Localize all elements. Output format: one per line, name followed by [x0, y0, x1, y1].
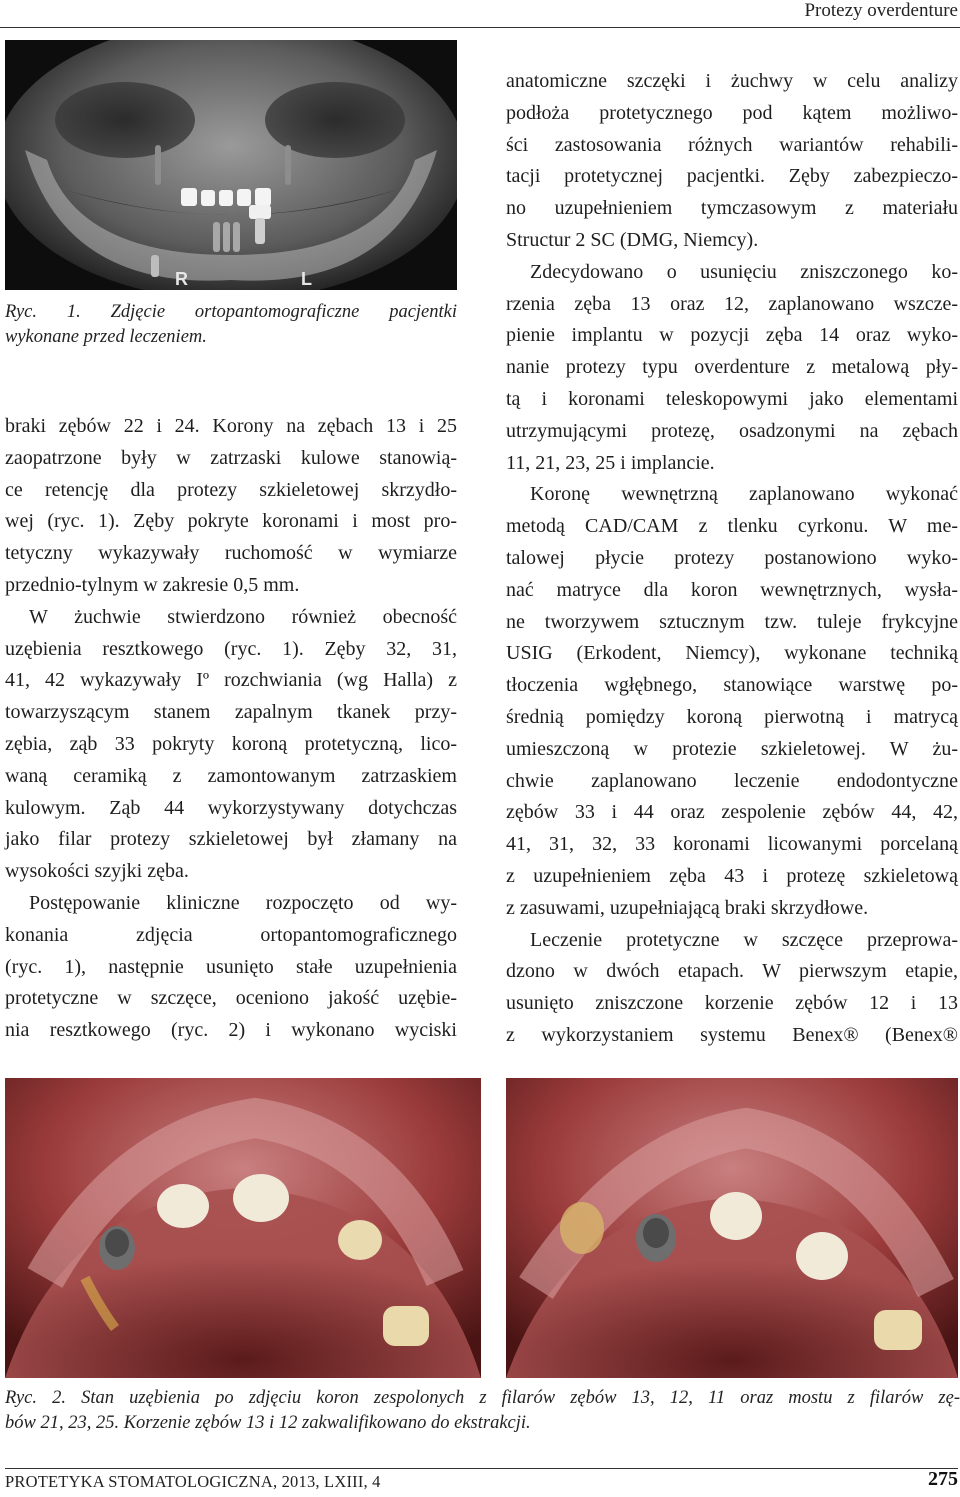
- text-line: USIG (Erkodent, Niemcy), wykonane techniką: [506, 642, 958, 665]
- paragraph: [506, 479, 958, 924]
- paragraph: [506, 66, 958, 257]
- text-line: uzębienia resztkowego (ryc. 1). Zęby 32, 31,: [5, 637, 457, 660]
- figure-1-caption: [5, 300, 457, 350]
- text-line: nać matryce dla koron wewnętrznych, wysła-: [506, 578, 958, 601]
- text-line: (ryc. 1), następnie usunięto stałe uzupełnienia: [5, 955, 457, 978]
- text-line: z zasuwami, uzupełniającą braki skrzydłowe.: [506, 896, 869, 919]
- paragraph: [5, 888, 457, 1047]
- figure-2-photo-right: [506, 1078, 958, 1378]
- text-line: W żuchwie stwierdzono również obecność: [29, 605, 457, 628]
- text-line: ce retencję dla protezy szkieletowej skrzydło-: [5, 478, 457, 501]
- page-number: 275: [928, 1468, 958, 1490]
- text-line: tą i koronami teleskopowymi jako elementami: [506, 387, 958, 410]
- text-line: ści zastosowania różnych wariantów rehabili-: [506, 133, 958, 156]
- left-column: [5, 411, 457, 1047]
- right-column: [506, 66, 958, 1052]
- text-line: z wykorzystaniem systemu Benex® (Benex®: [506, 1023, 958, 1046]
- figure-1-caption-line: Ryc. 1. Zdjęcie ortopantomograficzne pacjentki: [5, 302, 457, 322]
- text-line: średnią pomiędzy koroną pierwotną i matrycą: [506, 705, 958, 728]
- figure-1-xray-image: [5, 40, 457, 290]
- text-line: jako filar protezy szkieletowej był złamany na: [5, 828, 457, 851]
- text-line: tłoczenia wgłębnego, stanowiące warstwę po-: [506, 674, 958, 697]
- xray-marker-left: L: [301, 269, 312, 289]
- paragraph: [506, 257, 958, 480]
- text-line: towarzyszącym stanem zapalnym tkanek przy-: [5, 701, 457, 724]
- xray-marker-right: R: [175, 269, 188, 289]
- figure-1-caption-line: wykonane przed leczeniem.: [5, 327, 207, 347]
- header-rule: [0, 27, 960, 28]
- text-line: zębów 33 i 44 oraz zespolenie zębów 44, 42,: [506, 801, 958, 824]
- text-line: przednio-tylnym w zakresie 0,5 mm.: [5, 573, 300, 596]
- text-line: Postępowanie kliniczne rozpoczęto od wy-: [29, 891, 457, 914]
- text-line: ne tworzywem sztucznym tzw. tuleje frykcyjne: [506, 610, 958, 633]
- text-line: utrzymującymi protezę, osadzonymi na zębach: [506, 419, 958, 442]
- paragraph: [5, 602, 457, 888]
- text-line: podłoża protetycznego pod kątem możliwo-: [506, 101, 958, 124]
- text-line: rzenia zęba 13 oraz 12, zaplanowano wszcze-: [506, 292, 958, 315]
- running-title: Protezy overdenture: [804, 0, 958, 21]
- figure-2-photo-left: [5, 1078, 481, 1378]
- text-line: pienie implantu w pozycji zęba 14 oraz wyko-: [506, 324, 958, 347]
- text-line: metodą CAD/CAM z tlenku cyrkonu. W me-: [506, 515, 958, 538]
- figure-2-caption-line: bów 21, 23, 25. Korzenie zębów 13 i 12 zakwalifikowano do ekstrakcji.: [5, 1413, 531, 1433]
- text-line: Koronę wewnętrzną zaplanowano wykonać: [530, 483, 958, 506]
- running-header: [0, 0, 960, 26]
- text-line: anatomiczne szczęki i żuchwy w celu analizy: [506, 70, 958, 92]
- paragraph: [5, 411, 457, 602]
- text-line: tetyczny wykazywały ruchomość w wymiarze: [5, 542, 457, 565]
- text-line: umieszczoną w protezie szkieletowej. W żu-: [506, 737, 958, 760]
- text-line: kulowym. Ząb 44 wykorzystywany dotychczas: [5, 796, 457, 819]
- text-line: 41, 31, 32, 33 koronami licowanymi porcelaną: [506, 833, 958, 856]
- text-line: wej (ryc. 1). Zęby pokryte koronami i most pro-: [5, 510, 457, 533]
- text-line: protetyczne w szczęce, oceniono jakość uzębie-: [5, 987, 457, 1010]
- text-line: 11, 21, 23, 25 i implancie.: [506, 451, 715, 474]
- text-line: Leczenie protetyczne w szczęce przeprowa-: [530, 928, 958, 951]
- text-line: no uzupełnieniem tymczasowym z materiału: [506, 197, 958, 220]
- text-line: talowej płycie protezy postanowiono wyko-: [506, 546, 958, 569]
- text-line: tacji protetycznej pacjentki. Zęby zabezpieczo-: [506, 165, 958, 188]
- text-line: nia resztkowego (ryc. 2) i wykonano wyciski: [5, 1019, 457, 1042]
- text-line: waną ceramiką z zamontowanym zatrzaskiem: [5, 764, 457, 787]
- text-line: dzono w dwóch etapach. W pierwszym etapie,: [506, 960, 958, 983]
- text-line: konania zdjęcia ortopantomograficznego: [5, 923, 457, 946]
- text-line: Structur 2 SC (DMG, Niemcy).: [506, 228, 759, 251]
- text-line: Zdecydowano o usunięciu zniszczonego ko-: [530, 260, 958, 283]
- text-line: zaopatrzone były w zatrzaski kulowe stanowią-: [5, 446, 457, 469]
- text-line: usunięto zniszczone korzenie zębów 12 i 13: [506, 992, 958, 1015]
- page-footer: [5, 1468, 958, 1497]
- text-line: z uzupełnieniem zęba 43 i protezę szkieletową: [506, 864, 958, 887]
- footer-rule: [5, 1468, 958, 1469]
- paragraph: [506, 925, 958, 1052]
- text-line: wysokości szyjki zęba.: [5, 860, 189, 883]
- text-line: nanie protezy typu overdenture z metalową pły-: [506, 356, 958, 379]
- text-line: 41, 42 wykazywały Iº rozchwiania (wg Halla) z: [5, 669, 457, 692]
- figure-2-caption-line: Ryc. 2. Stan uzębienia po zdjęciu koron zespolonych z filarów zębów 13, 12, 11 oraz mostu z filarów zę-: [5, 1388, 960, 1408]
- journal-citation: PROTETYKA STOMATOLOGICZNA, 2013, LXIII, 4: [5, 1472, 381, 1491]
- text-line: braki zębów 22 i 24. Korony na zębach 13 i 25: [5, 415, 457, 437]
- text-line: zębia, ząb 33 pokryty koroną protetyczną, lico-: [5, 732, 457, 755]
- figure-2-caption: [5, 1386, 960, 1436]
- text-line: chwie zaplanowano leczenie endodontyczne: [506, 769, 958, 792]
